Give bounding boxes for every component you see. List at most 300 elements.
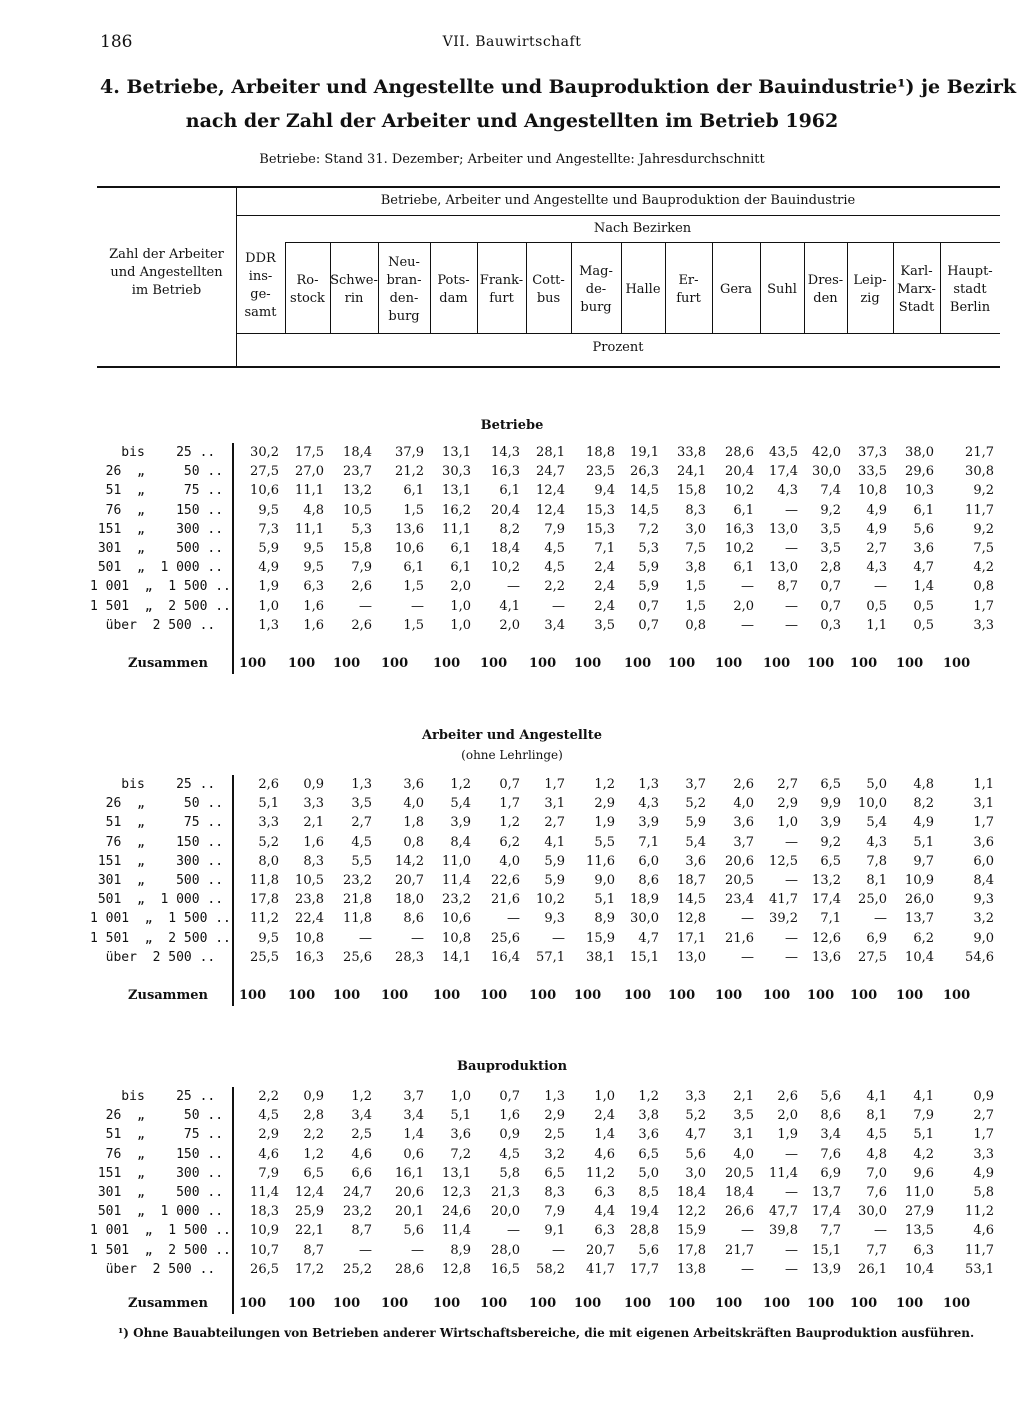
data-cell: 18,8 — [586, 445, 615, 460]
data-cell: 15,1 — [812, 1242, 841, 1258]
row-label: 151 „ 300 .. — [90, 521, 224, 537]
total-value: 100 — [807, 988, 835, 1003]
data-cell: 3,5 — [594, 617, 615, 633]
column-header-line: ge- — [250, 286, 271, 302]
data-cell: 4,7 — [638, 930, 659, 946]
data-cell: 8,1 — [866, 1108, 887, 1124]
data-cell: 4,8 — [866, 1146, 887, 1162]
data-cell: 5,8 — [499, 1165, 520, 1181]
total-value: 100 — [239, 1296, 267, 1311]
data-cell: 33,8 — [677, 445, 706, 460]
data-cell: 10,6 — [250, 483, 279, 499]
data-cell: 17,4 — [812, 1204, 841, 1220]
data-cell: 5,5 — [351, 853, 372, 869]
total-value: 100 — [381, 1296, 409, 1311]
data-cell: 5,6 — [403, 1223, 424, 1239]
data-cell: 6,3 — [303, 579, 324, 595]
data-cell: 1,2 — [303, 1146, 324, 1162]
data-cell: 5,3 — [638, 541, 659, 556]
data-cell: 4,1 — [544, 834, 565, 850]
data-cell: 4,5 — [258, 1108, 279, 1124]
data-cell: 4,6 — [594, 1146, 615, 1162]
data-cell: 3,4 — [544, 617, 565, 633]
data-cell: 18,0 — [395, 892, 424, 908]
stub-heading — [97, 246, 236, 300]
data-cell: — — [785, 502, 798, 518]
row-label: bis 25 .. — [90, 777, 216, 792]
data-cell: 28,6 — [725, 445, 754, 460]
total-value: 100 — [433, 1296, 461, 1311]
data-cell: 17,1 — [677, 930, 706, 946]
data-cell: 10,8 — [295, 930, 324, 946]
data-cell: 3,9 — [450, 815, 471, 831]
data-cell: 23,5 — [586, 464, 615, 480]
data-cell: 5,9 — [638, 579, 659, 595]
data-cell: 9,1 — [544, 1223, 565, 1239]
data-cell: 4,1 — [913, 1089, 934, 1104]
total-value: 100 — [333, 656, 361, 671]
data-cell: 21,7 — [725, 1242, 754, 1258]
data-cell: 2,4 — [594, 560, 615, 576]
total-value: 100 — [807, 1296, 835, 1311]
row-label: 1 001 „ 1 500 .. — [90, 1223, 231, 1239]
data-cell: 9,2 — [973, 521, 994, 537]
total-value: 100 — [288, 988, 316, 1003]
column-header — [712, 246, 760, 333]
data-cell: 41,7 — [586, 1261, 615, 1277]
data-cell: 10,2 — [725, 483, 754, 499]
section-subtitle: (ohne Lehrlinge) — [461, 748, 563, 762]
data-cell: 20,4 — [725, 464, 754, 480]
data-cell: 3,7 — [733, 834, 754, 850]
data-cell: — — [552, 1242, 565, 1258]
data-cell: 9,5 — [258, 502, 279, 518]
data-cell: 8,9 — [450, 1242, 471, 1258]
data-cell: 4,5 — [544, 541, 565, 556]
column-header-line: den- — [389, 290, 419, 306]
data-cell: 4,3 — [866, 560, 887, 576]
data-cell: 25,5 — [250, 949, 279, 965]
data-cell: 23,4 — [725, 892, 754, 908]
data-cell: 57,1 — [536, 949, 565, 965]
data-cell: — — [785, 541, 798, 556]
data-cell: 5,9 — [685, 815, 706, 831]
data-cell: 1,9 — [777, 1127, 798, 1143]
total-value: 100 — [624, 1296, 652, 1311]
data-cell: 6,2 — [499, 834, 520, 850]
data-cell: 1,1 — [973, 777, 994, 792]
data-cell: 2,8 — [820, 560, 841, 576]
data-cell: 28,6 — [395, 1261, 424, 1277]
data-cell: 4,0 — [403, 796, 424, 812]
data-cell: 28,1 — [536, 445, 565, 460]
data-cell: 2,6 — [351, 579, 372, 595]
data-cell: — — [874, 911, 887, 927]
section-title: Bauproduktion — [456, 1059, 568, 1074]
data-cell: 14,1 — [442, 949, 471, 965]
data-cell: 10,8 — [442, 930, 471, 946]
section-stub-rule — [232, 775, 234, 1006]
data-cell: 6,3 — [913, 1242, 934, 1258]
column-header-line: dam — [439, 290, 468, 306]
data-cell: 3,4 — [820, 1127, 841, 1143]
data-cell: 1,5 — [403, 617, 424, 633]
data-cell: 1,4 — [403, 1127, 424, 1143]
data-cell: 1,7 — [973, 815, 994, 831]
data-cell: 4,8 — [913, 777, 934, 792]
total-value: 100 — [574, 656, 602, 671]
data-cell: 6,5 — [820, 853, 841, 869]
data-cell: 20,5 — [725, 873, 754, 888]
data-cell: — — [785, 598, 798, 614]
data-cell: 14,5 — [677, 892, 706, 908]
data-cell: 7,0 — [866, 1165, 887, 1181]
data-cell: 39,2 — [769, 911, 798, 927]
row-label: über 2 500 .. — [90, 1261, 216, 1277]
data-cell: 6,9 — [820, 1165, 841, 1181]
data-cell: 6,5 — [303, 1165, 324, 1181]
table-subtitle: Betriebe: Stand 31. Dezember; Arbeiter und Angestellte: Jahresdurchschnitt — [259, 152, 765, 167]
data-cell: 0,8 — [973, 579, 994, 595]
data-cell: 7,5 — [685, 541, 706, 556]
data-cell: 25,6 — [491, 930, 520, 946]
data-cell: 14,5 — [630, 502, 659, 518]
data-cell: 0,7 — [499, 1089, 520, 1104]
data-cell: — — [507, 911, 520, 927]
column-header-line: DDR — [245, 250, 276, 266]
data-cell: 17,2 — [295, 1261, 324, 1277]
data-cell: — — [507, 579, 520, 595]
data-cell: — — [741, 1223, 754, 1239]
data-cell: 2,9 — [258, 1127, 279, 1143]
data-cell: 2,2 — [258, 1089, 279, 1104]
column-header-line: bran- — [386, 272, 422, 288]
data-cell: 9,2 — [973, 483, 994, 499]
column-header — [526, 246, 571, 333]
data-cell: 9,4 — [594, 483, 615, 499]
data-cell: 20,1 — [395, 1204, 424, 1220]
data-cell: 21,6 — [491, 892, 520, 908]
total-value: 100 — [807, 656, 835, 671]
total-value: 100 — [480, 1296, 508, 1311]
data-cell: 20,5 — [725, 1165, 754, 1181]
data-cell: 3,6 — [733, 815, 754, 831]
data-cell: 11,1 — [295, 483, 324, 499]
data-cell: 27,5 — [250, 464, 279, 480]
column-header-line: Leip- — [853, 272, 887, 288]
data-cell: — — [552, 598, 565, 614]
data-cell: 22,4 — [295, 911, 324, 927]
data-cell: 8,3 — [685, 502, 706, 518]
data-cell: 4,9 — [973, 1165, 994, 1181]
data-cell: 18,4 — [677, 1185, 706, 1200]
row-label: 501 „ 1 000 .. — [90, 560, 224, 576]
data-cell: 13,6 — [812, 949, 841, 965]
data-cell: 8,2 — [913, 796, 934, 812]
data-cell: 3,2 — [973, 911, 994, 927]
data-cell: 10,8 — [858, 483, 887, 499]
row-label: 301 „ 500 .. — [90, 1185, 224, 1200]
stub-heading-line: im Betrieb — [131, 283, 202, 298]
data-cell: 19,1 — [630, 445, 659, 460]
data-cell: 17,8 — [250, 892, 279, 908]
data-cell: 4,1 — [499, 598, 520, 614]
column-header-line: Ro- — [296, 272, 319, 288]
data-cell: 6,0 — [973, 853, 994, 869]
data-cell: 14,3 — [491, 445, 520, 460]
column-header-line: furt — [676, 290, 701, 306]
data-cell: 11,1 — [295, 521, 324, 537]
data-cell: 2,5 — [544, 1127, 565, 1143]
data-cell: 22,6 — [491, 873, 520, 888]
data-cell: 1,3 — [351, 777, 372, 792]
total-value: 100 — [668, 1296, 696, 1311]
row-label: 1 501 „ 2 500 .. — [90, 1242, 231, 1258]
total-value: 100 — [850, 656, 878, 671]
column-header — [330, 246, 378, 333]
data-cell: 37,3 — [858, 445, 887, 460]
data-cell: 1,3 — [544, 1089, 565, 1104]
data-cell: 7,8 — [866, 853, 887, 869]
data-cell: 1,7 — [499, 796, 520, 812]
data-cell: 8,4 — [450, 834, 471, 850]
total-value: 100 — [715, 988, 743, 1003]
data-cell: 0,9 — [303, 777, 324, 792]
total-value: 100 — [529, 988, 557, 1003]
total-value: 100 — [896, 656, 924, 671]
data-cell: 6,5 — [638, 1146, 659, 1162]
data-cell: 28,3 — [395, 949, 424, 965]
column-header-line: samt — [244, 304, 277, 320]
data-cell: 3,8 — [638, 1108, 659, 1124]
data-cell: 20,6 — [725, 853, 754, 869]
column-header — [760, 246, 804, 333]
data-cell: 7,9 — [544, 1204, 565, 1220]
data-cell: 15,3 — [586, 502, 615, 518]
data-cell: — — [741, 579, 754, 595]
data-cell: 13,0 — [769, 560, 798, 576]
data-cell: 3,3 — [258, 815, 279, 831]
section-title: Arbeiter und Angestellte — [421, 728, 603, 743]
data-cell: 4,0 — [733, 1146, 754, 1162]
data-cell: 13,0 — [677, 949, 706, 965]
data-cell: 13,1 — [442, 445, 471, 460]
data-cell: 8,0 — [258, 853, 279, 869]
data-cell: 0,9 — [973, 1089, 994, 1104]
data-cell: 27,9 — [905, 1204, 934, 1220]
data-cell: 14,2 — [395, 853, 424, 869]
data-cell: 7,1 — [594, 541, 615, 556]
data-cell: 13,1 — [442, 483, 471, 499]
data-cell: 0,9 — [499, 1127, 520, 1143]
data-cell: 10,2 — [725, 541, 754, 556]
data-cell: 3,9 — [820, 815, 841, 831]
row-label: 51 „ 75 .. — [90, 815, 224, 831]
total-value: 100 — [433, 656, 461, 671]
data-cell: 7,3 — [258, 521, 279, 537]
data-cell: — — [359, 930, 372, 946]
data-cell: 4,8 — [303, 502, 324, 518]
data-cell: 17,8 — [677, 1242, 706, 1258]
data-cell: 0,7 — [638, 598, 659, 614]
data-cell: 9,9 — [820, 796, 841, 812]
data-cell: 1,5 — [685, 598, 706, 614]
data-cell: 5,6 — [638, 1242, 659, 1258]
data-cell: 10,3 — [905, 483, 934, 499]
page-number: 186 — [100, 32, 133, 52]
total-value: 100 — [480, 656, 508, 671]
data-cell: 5,4 — [685, 834, 706, 850]
data-cell: 26,0 — [905, 892, 934, 908]
data-cell: — — [785, 873, 798, 888]
data-cell: 7,6 — [820, 1146, 841, 1162]
data-cell: 2,1 — [303, 815, 324, 831]
data-cell: — — [874, 579, 887, 595]
total-value: 100 — [333, 988, 361, 1003]
data-cell: 2,7 — [866, 541, 887, 556]
table-title-line2: nach der Zahl der Arbeiter und Angestellten im Betrieb 1962 — [185, 110, 839, 132]
footnote: ¹) Ohne Bauabteilungen von Betrieben anderer Wirtschaftsbereiche, die mit eigenen Arbeitskräften Bauproduktion ausführen. — [118, 1326, 975, 1340]
data-cell: — — [785, 834, 798, 850]
data-cell: 22,1 — [295, 1223, 324, 1239]
column-header — [378, 246, 430, 333]
row-label: 51 „ 75 .. — [90, 1127, 224, 1143]
data-cell: 18,3 — [250, 1204, 279, 1220]
data-cell: 10,4 — [905, 949, 934, 965]
data-cell: 3,1 — [973, 796, 994, 812]
column-header-line: burg — [580, 299, 612, 315]
data-cell: 10,9 — [905, 873, 934, 888]
data-cell: 6,1 — [913, 502, 934, 518]
data-cell: 11,0 — [905, 1185, 934, 1200]
data-cell: 2,4 — [594, 579, 615, 595]
data-cell: 5,6 — [685, 1146, 706, 1162]
total-label: Zusammen — [128, 1296, 208, 1311]
data-cell: 27,5 — [858, 949, 887, 965]
column-header-line: den — [813, 290, 838, 306]
data-cell: 30,0 — [812, 464, 841, 480]
data-cell: 6,1 — [499, 483, 520, 499]
data-cell: 21,6 — [725, 930, 754, 946]
data-cell: 6,5 — [820, 777, 841, 792]
data-cell: 9,7 — [913, 853, 934, 869]
data-cell: — — [785, 1146, 798, 1162]
data-cell: 12,4 — [536, 483, 565, 499]
column-header-line: stock — [290, 290, 325, 306]
row-label: bis 25 .. — [90, 445, 216, 460]
data-cell: 14,5 — [630, 483, 659, 499]
data-cell: 16,2 — [442, 502, 471, 518]
data-cell: 1,3 — [258, 617, 279, 633]
row-label: 301 „ 500 .. — [90, 873, 224, 888]
total-value: 100 — [896, 988, 924, 1003]
data-cell: 4,9 — [866, 502, 887, 518]
data-cell: 23,2 — [343, 1204, 372, 1220]
data-cell: 1,9 — [594, 815, 615, 831]
row-label: über 2 500 .. — [90, 949, 216, 965]
data-cell: 4,1 — [866, 1089, 887, 1104]
data-cell: 5,1 — [258, 796, 279, 812]
column-header-line: Cott- — [532, 272, 565, 288]
data-cell: 2,6 — [351, 617, 372, 633]
data-cell: 7,2 — [638, 521, 659, 537]
column-header-line: furt — [489, 290, 514, 306]
data-cell: 11,8 — [250, 873, 279, 888]
data-cell: 2,9 — [544, 1108, 565, 1124]
data-cell: 8,7 — [303, 1242, 324, 1258]
data-cell: — — [785, 949, 798, 965]
data-cell: 9,2 — [820, 834, 841, 850]
data-cell: 7,6 — [866, 1185, 887, 1200]
data-cell: — — [785, 930, 798, 946]
data-cell: — — [785, 1185, 798, 1200]
data-cell: 23,8 — [295, 892, 324, 908]
data-cell: 18,4 — [491, 541, 520, 556]
data-cell: 9,0 — [594, 873, 615, 888]
row-label: 151 „ 300 .. — [90, 853, 224, 869]
data-cell: 29,6 — [905, 464, 934, 480]
data-cell: 9,5 — [258, 930, 279, 946]
data-cell: 5,3 — [351, 521, 372, 537]
data-cell: 2,4 — [594, 598, 615, 614]
total-value: 100 — [715, 656, 743, 671]
data-cell: 6,3 — [594, 1223, 615, 1239]
data-cell: 16,4 — [491, 949, 520, 965]
data-cell: 19,4 — [630, 1204, 659, 1220]
total-value: 100 — [333, 1296, 361, 1311]
data-cell: 1,1 — [866, 617, 887, 633]
row-label: 26 „ 50 .. — [90, 796, 224, 812]
header-top-rule — [97, 186, 1000, 188]
data-cell: 6,1 — [733, 560, 754, 576]
data-cell: 15,1 — [630, 949, 659, 965]
total-value: 100 — [381, 988, 409, 1003]
row-label: bis 25 .. — [90, 1089, 216, 1104]
data-cell: 6,0 — [638, 853, 659, 869]
column-header — [430, 246, 477, 333]
row-label: 1 001 „ 1 500 .. — [90, 579, 231, 595]
data-cell: 5,6 — [820, 1089, 841, 1104]
data-cell: 1,7 — [544, 777, 565, 792]
data-cell: 1,7 — [973, 598, 994, 614]
data-cell: 7,7 — [820, 1223, 841, 1239]
data-cell: 8,9 — [594, 911, 615, 927]
data-cell: 13,5 — [905, 1223, 934, 1239]
data-cell: 2,0 — [777, 1108, 798, 1124]
data-cell: 1,6 — [303, 617, 324, 633]
data-cell: 3,4 — [403, 1108, 424, 1124]
total-value: 100 — [668, 988, 696, 1003]
data-cell: 13,0 — [769, 521, 798, 537]
data-cell: 39,8 — [769, 1223, 798, 1239]
data-cell: 54,6 — [965, 949, 994, 965]
data-cell: 11,6 — [586, 853, 615, 869]
nach-bezirken-heading: Nach Bezirken — [593, 221, 692, 236]
data-cell: 7,4 — [820, 483, 841, 499]
data-cell: 12,5 — [769, 853, 798, 869]
data-cell: 1,0 — [450, 1089, 471, 1104]
data-cell: 11,4 — [769, 1165, 798, 1181]
row-label: 76 „ 150 .. — [90, 834, 224, 850]
data-cell: 33,5 — [858, 464, 887, 480]
data-cell: 20,0 — [491, 1204, 520, 1220]
total-value: 100 — [288, 656, 316, 671]
column-header-line: Frank- — [479, 272, 524, 288]
data-cell: 7,5 — [973, 541, 994, 556]
data-cell: 21,2 — [395, 464, 424, 480]
data-cell: 0,7 — [638, 617, 659, 633]
data-cell: 3,7 — [403, 1089, 424, 1104]
